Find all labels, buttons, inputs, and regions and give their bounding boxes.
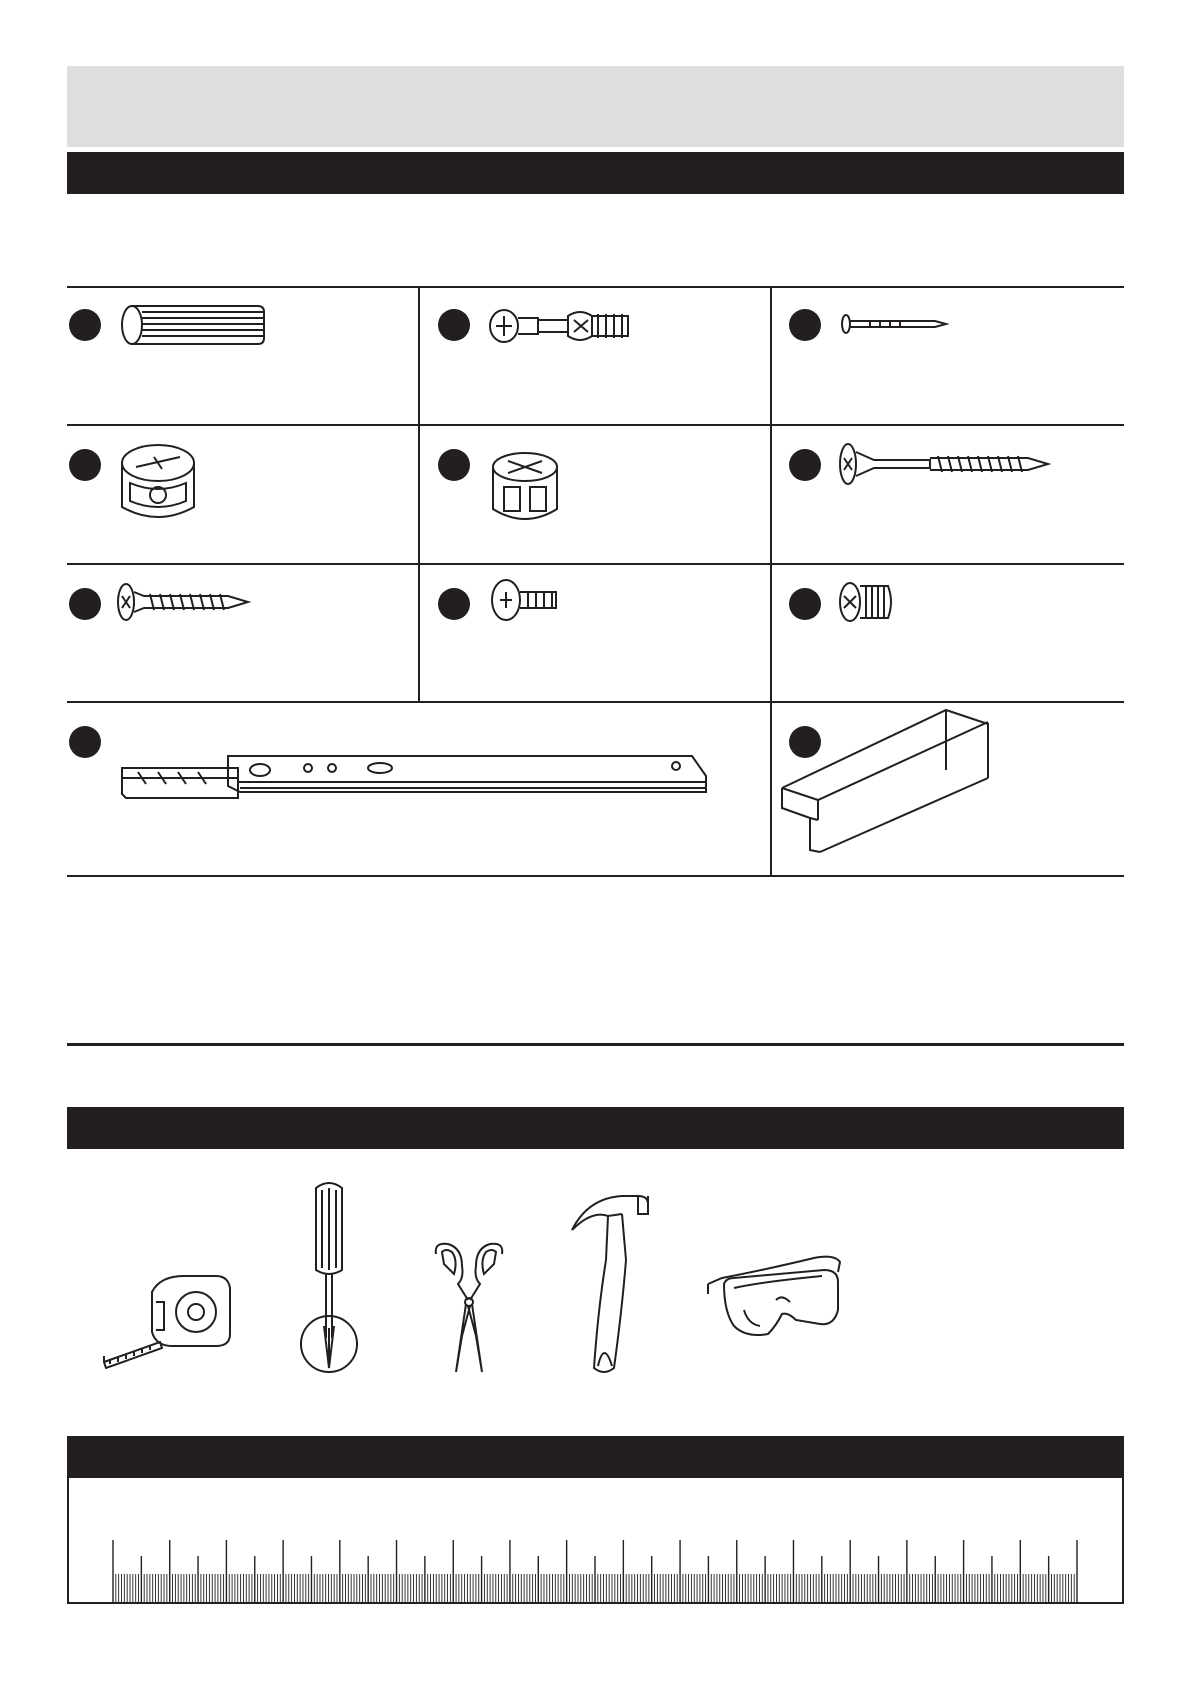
fitting-marker-5: [438, 449, 470, 481]
phillips-screwdriver-icon: [296, 1178, 362, 1374]
title-band: [67, 66, 1124, 147]
ruler-header-bar: [67, 1436, 1124, 1478]
fitting-marker-7: [69, 588, 101, 620]
machine-screw-icon: [490, 576, 560, 624]
grid-line-row1: [67, 424, 1124, 426]
fitting-marker-9: [789, 588, 821, 620]
fitting-marker-3: [789, 309, 821, 341]
ruler-frame-left: [67, 1476, 69, 1604]
grid-line-row2: [67, 563, 1124, 565]
fitting-marker-10: [69, 726, 101, 758]
hammer-icon: [568, 1190, 652, 1376]
grid-col-divider-1: [418, 286, 420, 703]
cam-lock-large-icon: [118, 443, 198, 523]
fitting-marker-6: [789, 449, 821, 481]
fittings-header-bar: [67, 152, 1124, 194]
fitting-marker-8: [438, 588, 470, 620]
ruler-frame-right: [1122, 1476, 1124, 1604]
grid-line-bottom: [67, 875, 1124, 877]
cam-bolt-icon: [488, 300, 654, 352]
scissors-icon: [430, 1240, 508, 1374]
grid-line-top: [67, 286, 1124, 288]
fitting-marker-2: [438, 309, 470, 341]
grid-col-divider-2: [770, 286, 772, 877]
nail-icon: [840, 312, 950, 336]
handle-bar-icon: [778, 706, 1000, 854]
safety-glasses-icon: [704, 1254, 844, 1338]
wooden-dowel-icon: [118, 302, 268, 348]
tools-header-bar: [67, 1107, 1124, 1149]
fitting-marker-4: [69, 449, 101, 481]
ruler-scale-icon: [100, 1540, 1090, 1604]
long-screw-icon: [838, 442, 1052, 486]
section-divider: [67, 1043, 1124, 1046]
grid-line-row3: [67, 701, 1124, 703]
tape-measure-icon: [100, 1272, 236, 1368]
euro-screw-icon: [838, 580, 896, 624]
drawer-runner-icon: [118, 748, 712, 806]
cam-lock-small-icon: [490, 451, 560, 525]
short-screw-icon: [116, 582, 252, 622]
fitting-marker-1: [69, 309, 101, 341]
